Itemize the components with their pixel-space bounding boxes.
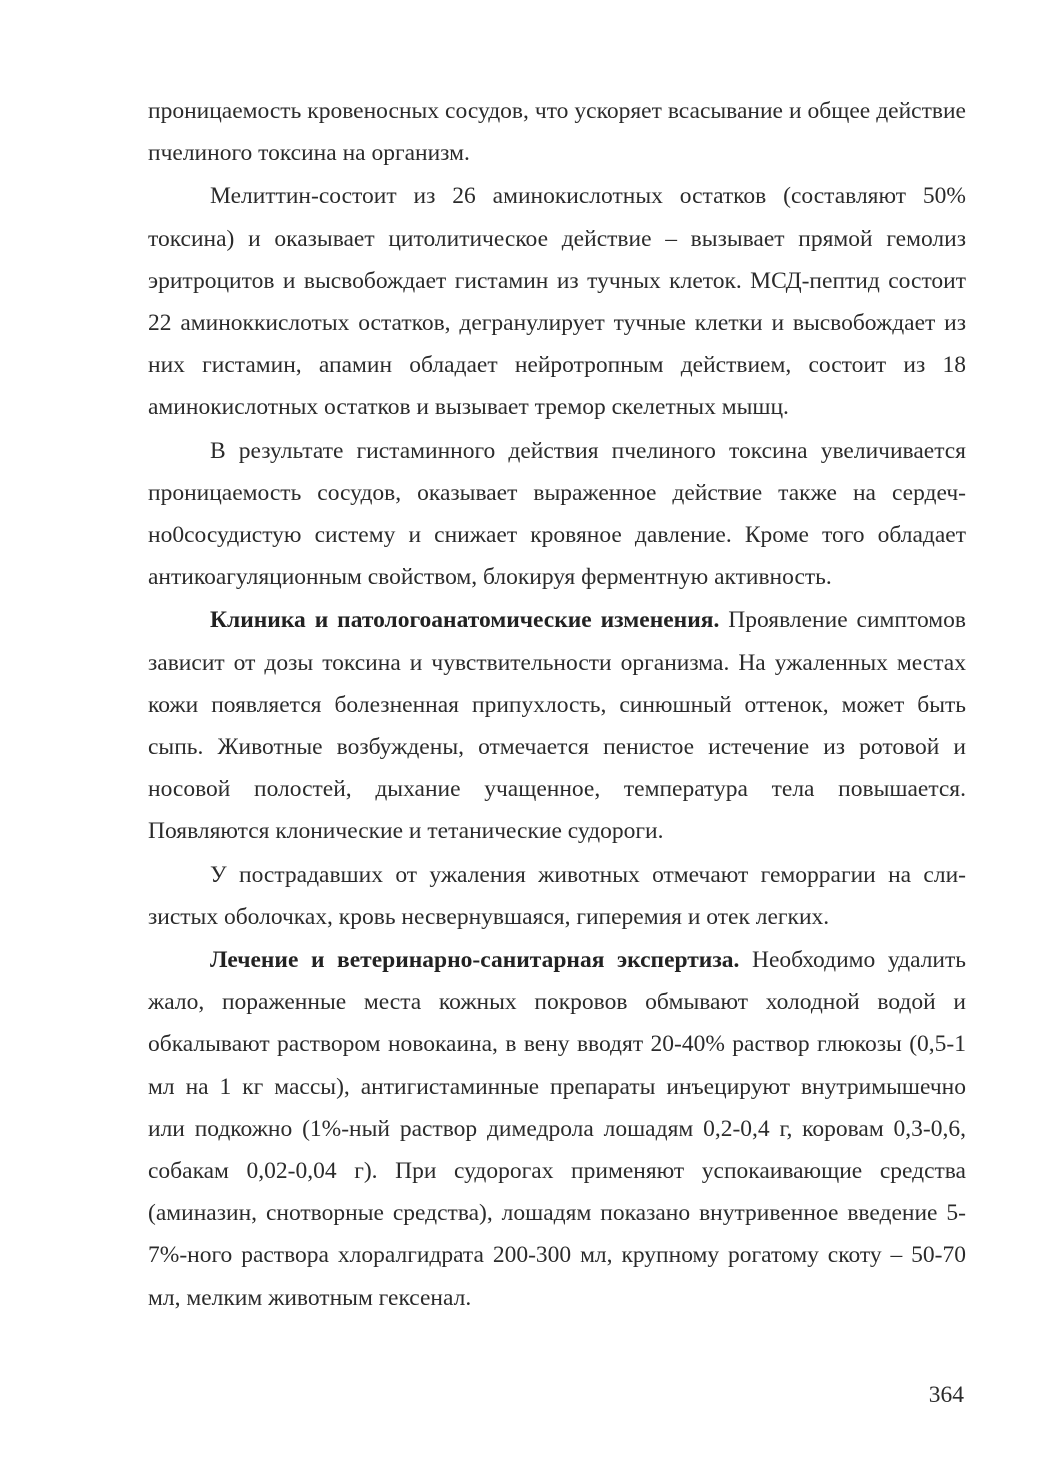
paragraph-5 [148,854,966,938]
paragraph-2 [148,175,966,428]
paragraph-text: проницаемость кровеносных сосудов, что ускоряет всасывание и общее действие пчелиного токсина на организм. [148,98,966,167]
paragraph-text: У пострадавших от ужаления животных отмечают геморрагии на слизистых оболочках, кровь несвернувшаяся, гиперемия и отек легких. [148,861,966,930]
section-heading-treatment: Лечение и ветеринарно-санитарная экспертиза. [210,947,740,974]
paragraph-3 [148,430,966,599]
page-number: 364 [928,1382,964,1408]
paragraph-text: В результате гистаминного действия пчелиного токсина увеличивается проницаемость сосудов, оказывает выраженное действие также на сердечно0сосудистую систему и снижает кровяное давление. Кроме того обладает антикоагуляционным свойством, блокируя ферментную активность. [148,437,966,591]
paragraph-1 [148,90,966,174]
paragraph-6 [148,939,966,1319]
paragraph-text: Проявление симптомов зависит от дозы токсина и чувствительности организма. На ужаленных местах кожи появляется болезненная припухлость, синюшный оттенок, может быть сыпь. Животные возбуждены, отмечается пенистое истечение из ротовой и носовой полостей, дыхание учащенное, температура тела повышается. Появляются клонические и тетанические судороги. [148,607,966,845]
body-text [148,90,966,1319]
paragraph-4 [148,599,966,852]
paragraph-text: Мелиттин-состоит из 26 аминокислотных остатков (составляют 50% токсина) и оказывает цитолитическое действие – вызывает прямой гемолиз эритроцитов и высвобождает гистамин из тучных клеток. МСД-пептид состоит 22 аминоккислотых остатков, дегранулирует тучные клетки и высвобождает из них гистамин, апамин обладает нейротропным действием, состоит из 18 аминокислотных остатков и вызывает тремор скелетных мышц. [148,183,966,421]
section-heading-clinic: Клиника и патологоанатомические изменения. [210,607,720,634]
paragraph-text: Необходимо удалить жало, пораженные места кожных покровов обмывают холодной водой и обкалывают раствором новокаина, в вену вводят 20-40% раствор глюкозы (0,5-1 мл на 1 кг массы), антигистаминные препараты инъецируют внутримышечно или подкожно (1%-ный раствор димедрола лошадям 0,2-0,4 г, коровам 0,3-0,6, собакам 0,02-0,04 г). При судорогах применяют успокаивающие средства (аминазин, снотворные средства), лошадям показано внутривенное введение 5-7%-ного раствора хлоралгидрата 200-300 мл, крупному рогатому скоту – 50-70 мл, мелким животным гексенал. [148,947,966,1311]
